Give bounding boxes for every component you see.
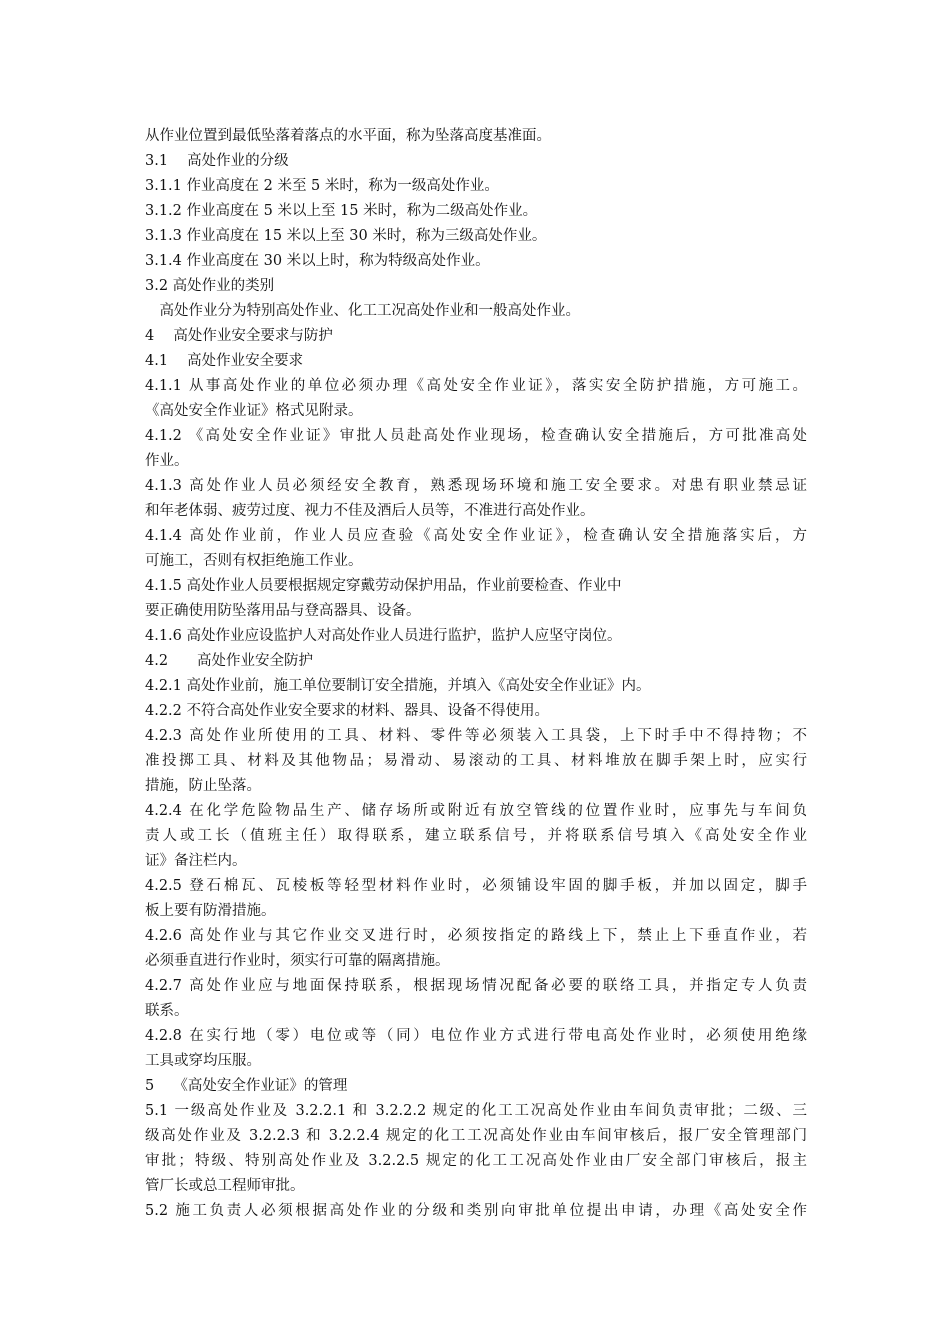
text-line: 从作业位置到最低坠落着落点的水平面，称为坠落高度基准面。 <box>145 128 551 144</box>
text-line: 高处作业分为特别高处作业、化工工况高处作业和一般高处作业。 <box>145 303 580 319</box>
text-line: 责人或工长（值班主任）取得联系，建立联系信号，并将联系信号填入《高处安全作业 <box>145 828 807 844</box>
text-line: 板上要有防滑措施。 <box>145 903 276 919</box>
text-line: 5.2 施工负责人必须根据高处作业的分级和类别向审批单位提出申请，办理《高处安全作 <box>145 1203 807 1219</box>
text-line: 作业。 <box>145 453 189 469</box>
text-line: 3.1.4 作业高度在 30 米以上时，称为特级高处作业。 <box>145 253 490 269</box>
text-line: 4.2.8 在实行地（零）电位或等（同）电位作业方式进行带电高处作业时，必须使用绝缘 <box>145 1028 807 1044</box>
text-line: 4.2.5 登石棉瓦、瓦棱板等轻型材料作业时，必须铺设牢固的脚手板，并加以固定，脚手 <box>145 878 807 894</box>
text-line: 《高处安全作业证》格式见附录。 <box>145 403 363 419</box>
text-line: 要正确使用防坠落用品与登高器具、设备。 <box>145 603 421 619</box>
text-line: 3.1 高处作业的分级 <box>145 153 289 169</box>
text-line: 5 《高处安全作业证》的管理 <box>145 1078 348 1094</box>
text-line: 级高处作业及 3.2.2.3 和 3.2.2.4 规定的化工工况高处作业由车间审核后，报厂安全管理部门 <box>145 1128 807 1144</box>
text-line: 和年老体弱、疲劳过度、视力不佳及酒后人员等，不准进行高处作业。 <box>145 503 595 519</box>
text-line: 4.2.3 高处作业所使用的工具、材料、零件等必须装入工具袋，上下时手中不得持物；不 <box>145 728 807 744</box>
document-page <box>145 124 807 1224</box>
text-line: 4.1.4 高处作业前，作业人员应查验《高处安全作业证》，检查确认安全措施落实后，方 <box>145 528 807 544</box>
text-line: 4.2.7 高处作业应与地面保持联系，根据现场情况配备必要的联络工具，并指定专人负责 <box>145 978 807 994</box>
text-line: 4.1.6 高处作业应设监护人对高处作业人员进行监护，监护人应坚守岗位。 <box>145 628 622 644</box>
text-line: 4.1.3 高处作业人员必须经安全教育，熟悉现场环境和施工安全要求。对患有职业禁忌证 <box>145 478 807 494</box>
text-line: 4.2.4 在化学危险物品生产、储存场所或附近有放空管线的位置作业时，应事先与车间负 <box>145 803 807 819</box>
text-line: 3.2 高处作业的类别 <box>145 278 275 294</box>
text-line: 4.2.6 高处作业与其它作业交叉进行时，必须按指定的路线上下，禁止上下垂直作业，若 <box>145 928 807 944</box>
text-line: 3.1.1 作业高度在 2 米至 5 米时，称为一级高处作业。 <box>145 178 499 194</box>
text-line: 3.1.3 作业高度在 15 米以上至 30 米时，称为三级高处作业。 <box>145 228 547 244</box>
text-line: 工具或穿均压服。 <box>145 1053 261 1069</box>
text-line: 准投掷工具、材料及其他物品；易滑动、易滚动的工具、材料堆放在脚手架上时，应实行 <box>145 753 807 769</box>
text-line: 审批；特级、特别高处作业及 3.2.2.5 规定的化工工况高处作业由厂安全部门审核后，报主 <box>145 1153 807 1169</box>
text-line: 5.1 一级高处作业及 3.2.2.1 和 3.2.2.2 规定的化工工况高处作业由车间负责审批；二级、三 <box>145 1103 807 1119</box>
text-line: 4 高处作业安全要求与防护 <box>145 328 333 344</box>
text-line: 可施工，否则有权拒绝施工作业。 <box>145 553 363 569</box>
text-line: 3.1.2 作业高度在 5 米以上至 15 米时，称为二级高处作业。 <box>145 203 538 219</box>
text-line: 4.1.1 从事高处作业的单位必须办理《高处安全作业证》，落实安全防护措施，方可施工。 <box>145 378 807 394</box>
text-line: 4.1 高处作业安全要求 <box>145 353 304 369</box>
text-line: 4.1.5 高处作业人员要根据规定穿戴劳动保护用品，作业前要检查、作业中 <box>145 578 622 594</box>
text-line: 4.2 高处作业安全防护 <box>145 653 314 669</box>
text-line: 必须垂直进行作业时，须实行可靠的隔离措施。 <box>145 953 450 969</box>
text-line: 4.2.2 不符合高处作业安全要求的材料、器具、设备不得使用。 <box>145 703 550 719</box>
text-line: 4.2.1 高处作业前，施工单位要制订安全措施，并填入《高处安全作业证》内。 <box>145 678 651 694</box>
text-line: 管厂长或总工程师审批。 <box>145 1178 305 1194</box>
text-line: 措施，防止坠落。 <box>145 778 261 794</box>
text-line: 4.1.2 《高处安全作业证》审批人员赴高处作业现场，检查确认安全措施后，方可批准高处 <box>145 428 807 444</box>
text-line: 联系。 <box>145 1003 189 1019</box>
text-line: 证》备注栏内。 <box>145 853 247 869</box>
